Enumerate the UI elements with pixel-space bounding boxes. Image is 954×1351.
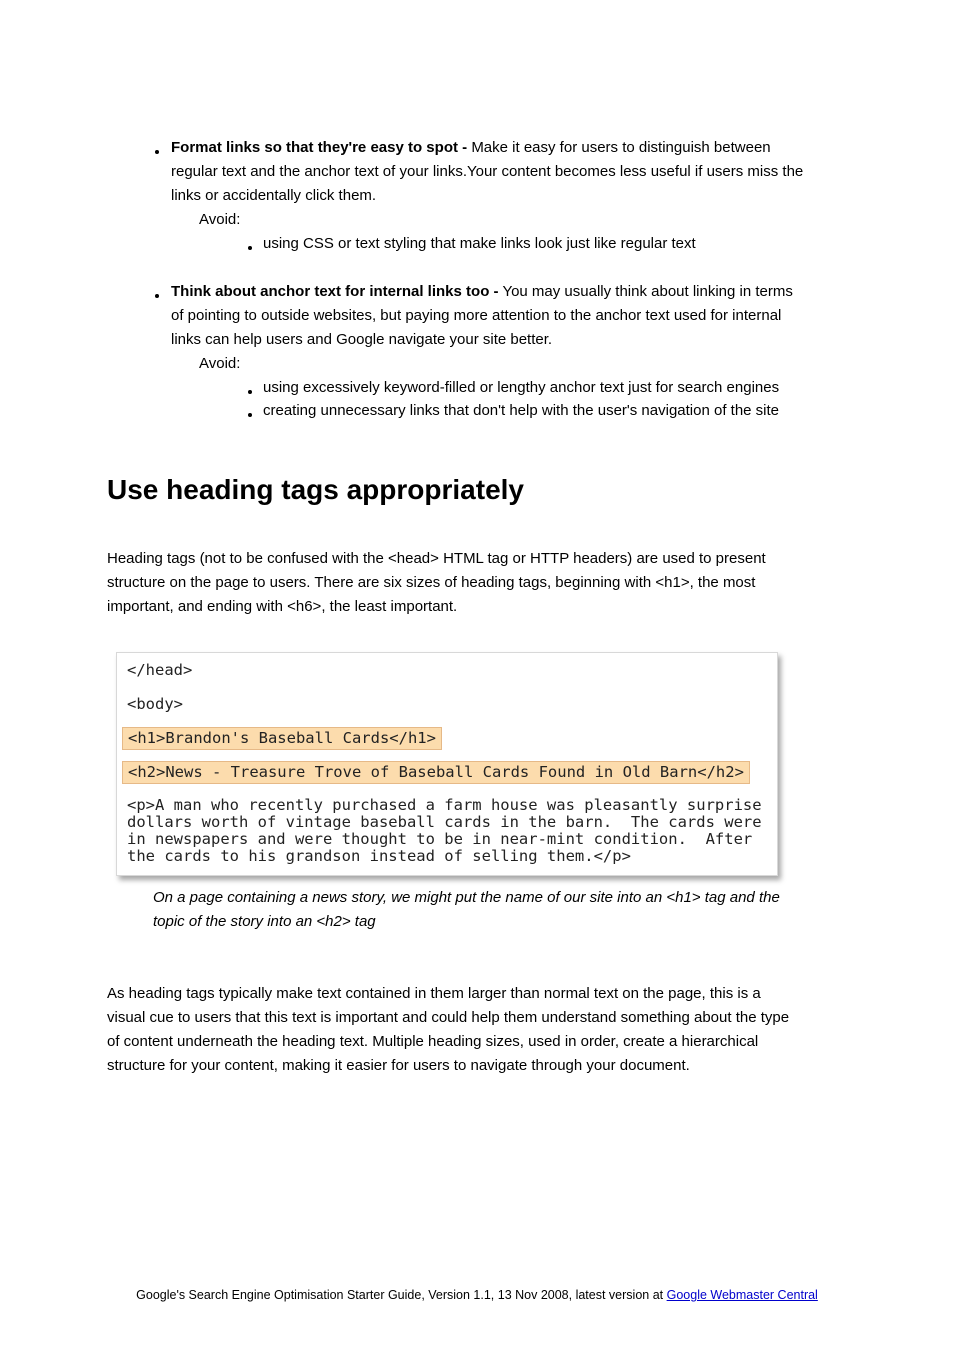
avoid-item: using CSS or text styling that make links look just like regular text	[263, 235, 696, 252]
paragraph-line: structure on the page to users. There are six sizes of heading tags, beginning with <h1>, the most	[107, 574, 756, 591]
list-item	[171, 280, 871, 352]
code-example-image	[116, 652, 778, 876]
code-line-h1-highlight: <h1>Brandon's Baseball Cards</h1>	[122, 727, 442, 750]
list-item-text: links or accidentally click them.	[171, 187, 377, 204]
list-item	[171, 136, 871, 208]
footer-link-webmaster-central[interactable]: Google Webmaster Central	[666, 1288, 818, 1302]
caption-line: topic of the story into an <h2> tag	[153, 913, 376, 930]
code-line: dollars worth of vintage baseball cards in the barn. The cards were	[127, 813, 762, 831]
list-item-text: regular text and the anchor text of your links.Your content becomes less useful if users miss the	[171, 163, 804, 180]
code-line: the cards to his grandson instead of selling them.</p>	[127, 847, 631, 865]
avoid-item: creating unnecessary links that don't help with the user's navigation of the site	[263, 402, 780, 419]
page-footer	[0, 1286, 954, 1304]
caption-line: On a page containing a news story, we might put the name of our site into an <h1> tag and the	[153, 889, 780, 906]
bullet-dot	[248, 246, 252, 250]
code-line: </head>	[127, 661, 193, 679]
paragraph-line: Heading tags (not to be confused with the <head> HTML tag or HTTP headers) are used to present	[107, 550, 766, 567]
paragraph-line: structure for your content, making it easier for users to navigate through your document.	[107, 1057, 690, 1074]
bullet-dot	[248, 390, 252, 394]
bullet-dot	[155, 294, 159, 298]
avoid-label: Avoid:	[199, 211, 241, 228]
section-heading: Use heading tags appropriately	[107, 474, 524, 505]
code-line: <body>	[127, 695, 183, 713]
paragraph-line: important, and ending with <h6>, the least important.	[107, 598, 458, 615]
paragraph-line: visual cue to users that this text is important and could help them understand something about the type	[107, 1009, 790, 1026]
bullet-dot	[155, 150, 159, 154]
list-item-title: Format links so that they're easy to spot -	[171, 139, 468, 156]
list-item-text: links can help users and Google navigate your site better.	[171, 331, 553, 348]
figure-caption	[153, 886, 853, 934]
body-paragraph	[107, 982, 867, 1078]
list-item-text: You may usually think about linking in terms	[502, 283, 793, 300]
list-item-title: Think about anchor text for internal links too -	[171, 283, 499, 300]
bullet-dot	[248, 413, 252, 417]
footer-text: Google's Search Engine Optimisation Starter Guide, Version 1.1, 13 Nov 2008, latest version at	[136, 1288, 667, 1302]
paragraph-line: of content underneath the heading text. Multiple heading sizes, used in order, create a hierarchical	[107, 1033, 759, 1050]
intro-paragraph	[107, 547, 867, 619]
avoid-item: using excessively keyword-filled or lengthy anchor text just for search engines	[263, 379, 780, 396]
paragraph-line: As heading tags typically make text contained in them larger than normal text on the page, this is a	[107, 985, 761, 1002]
list-item-text: of pointing to outside websites, but paying more attention to the anchor text used for internal	[171, 307, 782, 324]
code-line-h2-highlight: <h2>News - Treasure Trove of Baseball Cards Found in Old Barn</h2>	[122, 761, 750, 784]
code-line: in newspapers and were thought to be in near-mint condition. After	[127, 830, 753, 848]
code-line: <p>A man who recently purchased a farm house was pleasantly surprise	[127, 796, 762, 814]
list-item-text: Make it easy for users to distinguish between	[471, 139, 771, 156]
avoid-label: Avoid:	[199, 355, 241, 372]
